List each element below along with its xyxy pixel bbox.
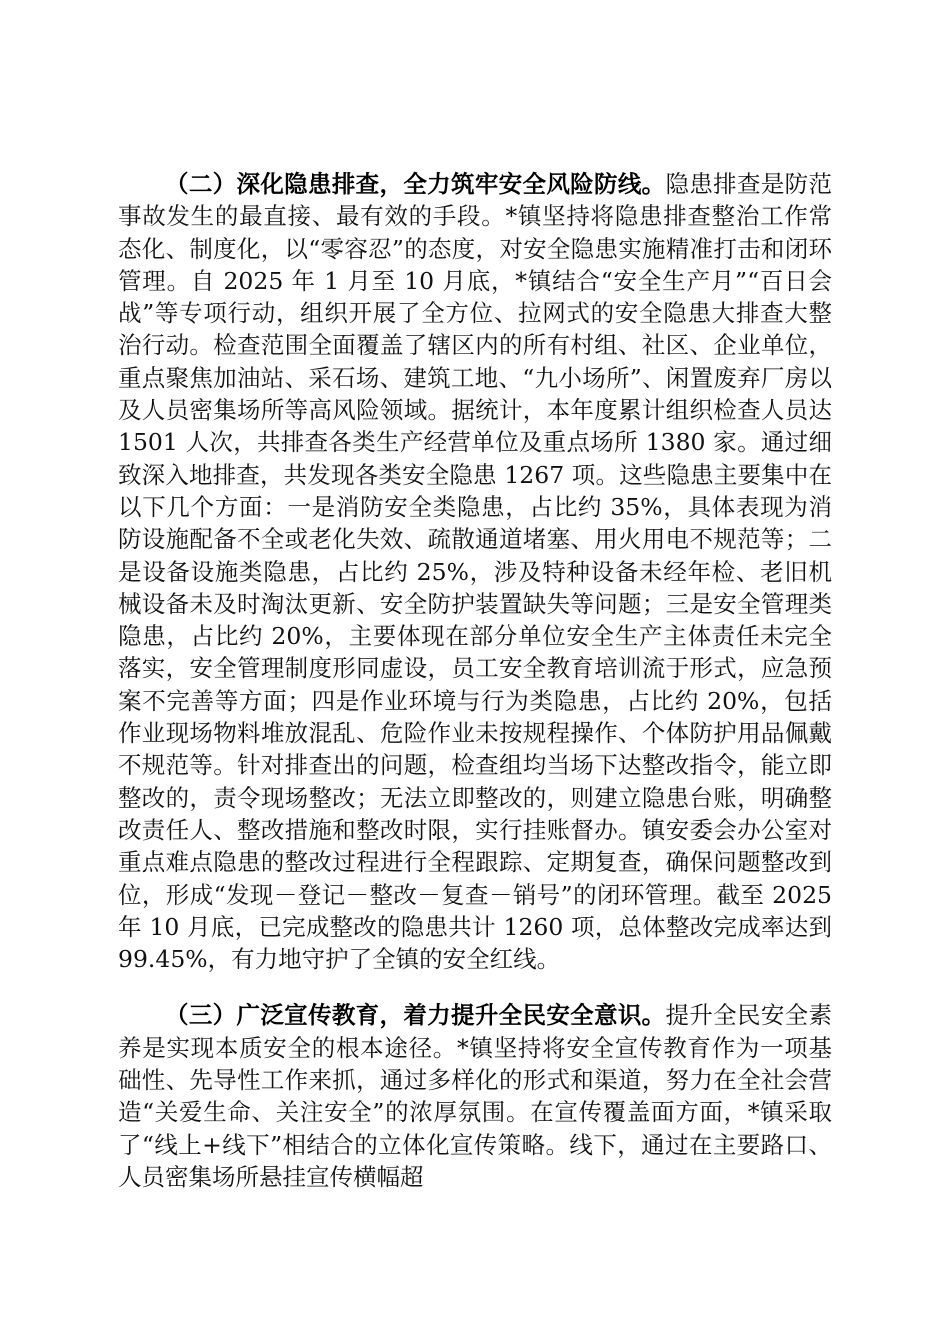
paragraph-text-hazard-inspection: 隐患排查是防范事故发生的最直接、最有效的手段。*镇坚持将隐患排查整治工作常态化、制度化，以“零容忍”的态度，对安全隐患实施精准打击和闭环管理。自 2025 年 1 月至 10 月底，*镇结合“安全生产月”“百日会战”等专项行动，组织开展了全方位、拉网式的安全隐患大排查大整治行动。检查范围全面覆盖了辖区内的所有村组、社区、企业单位，重点聚焦加油站、采石场、建筑工地、“九小场所”、闲置废弃厂房以及人员密集场所等高风险领域。据统计，本年度累计组织检查人员达 1501 人次，共排查各类生产经营单位及重点场所 1380 家。通过细致深入地排查，共发现各类安全隐患 1267 项。这些隐患主要集中在以下几个方面：一是消防安全类隐患，占比约 35%，具体表现为消防设施配备不全或老化失效、疏散通道堵塞、用火用电不规范等；二是设备设施类隐患，占比约 25%，涉及特种设备未经年检、老旧机械设备未及时淘汰更新、安全防护装置缺失等问题；三是安全管理类隐患，占比约 20%，主要体现在部分单位安全生产主体责任未完全落实，安全管理制度形同虚设，员工安全教育培训流于形式，应急预案不完善等方面；四是作业环境与行为类隐患，占比约 20%，包括作业现场物料堆放混乱、危险作业未按规程操作、个体防护用品佩戴不规范等。针对排查出的问题，检查组均当场下达整改指令，能立即整改的，责令现场整改；无法立即整改的，则建立隐患台账，明确整改责任人、整改措施和整改时限，实行挂账督办。镇安委会办公室对重点难点隐患的整改过程进行全程跟踪、定期复查，确保问题整改到位，形成“发现－登记－整改－复查－销号”的闭环管理。截至 2025 年 10 月底，已完成整改的隐患共计 1260 项，总体整改完成率达到 99.45%，有力地守护了全镇的安全红线。 — [118, 170, 832, 974]
section-heading-hazard-inspection: （二）深化隐患排查，全力筑牢安全风险防线。 — [165, 170, 666, 198]
paragraph-text-safety-education: 提升全民安全素养是实现本质安全的根本途径。*镇坚持将安全宣传教育作为一项基础性、先导性工作来抓，通过多样化的形式和渠道，努力在全社会营造“关爱生命、关注安全”的浓厚氛围。在宣传覆盖面方面，*镇采取了“线上+线下”相结合的立体化宣传策略。线下，通过在主要路口、人员密集场所悬挂宣传横幅超 — [118, 1001, 832, 1191]
paragraph-hazard-inspection — [118, 168, 832, 975]
paragraph-safety-education — [118, 999, 832, 1193]
document-body — [118, 168, 832, 1193]
section-heading-safety-education: （三）广泛宣传教育，着力提升全民安全意识。 — [165, 1001, 666, 1030]
